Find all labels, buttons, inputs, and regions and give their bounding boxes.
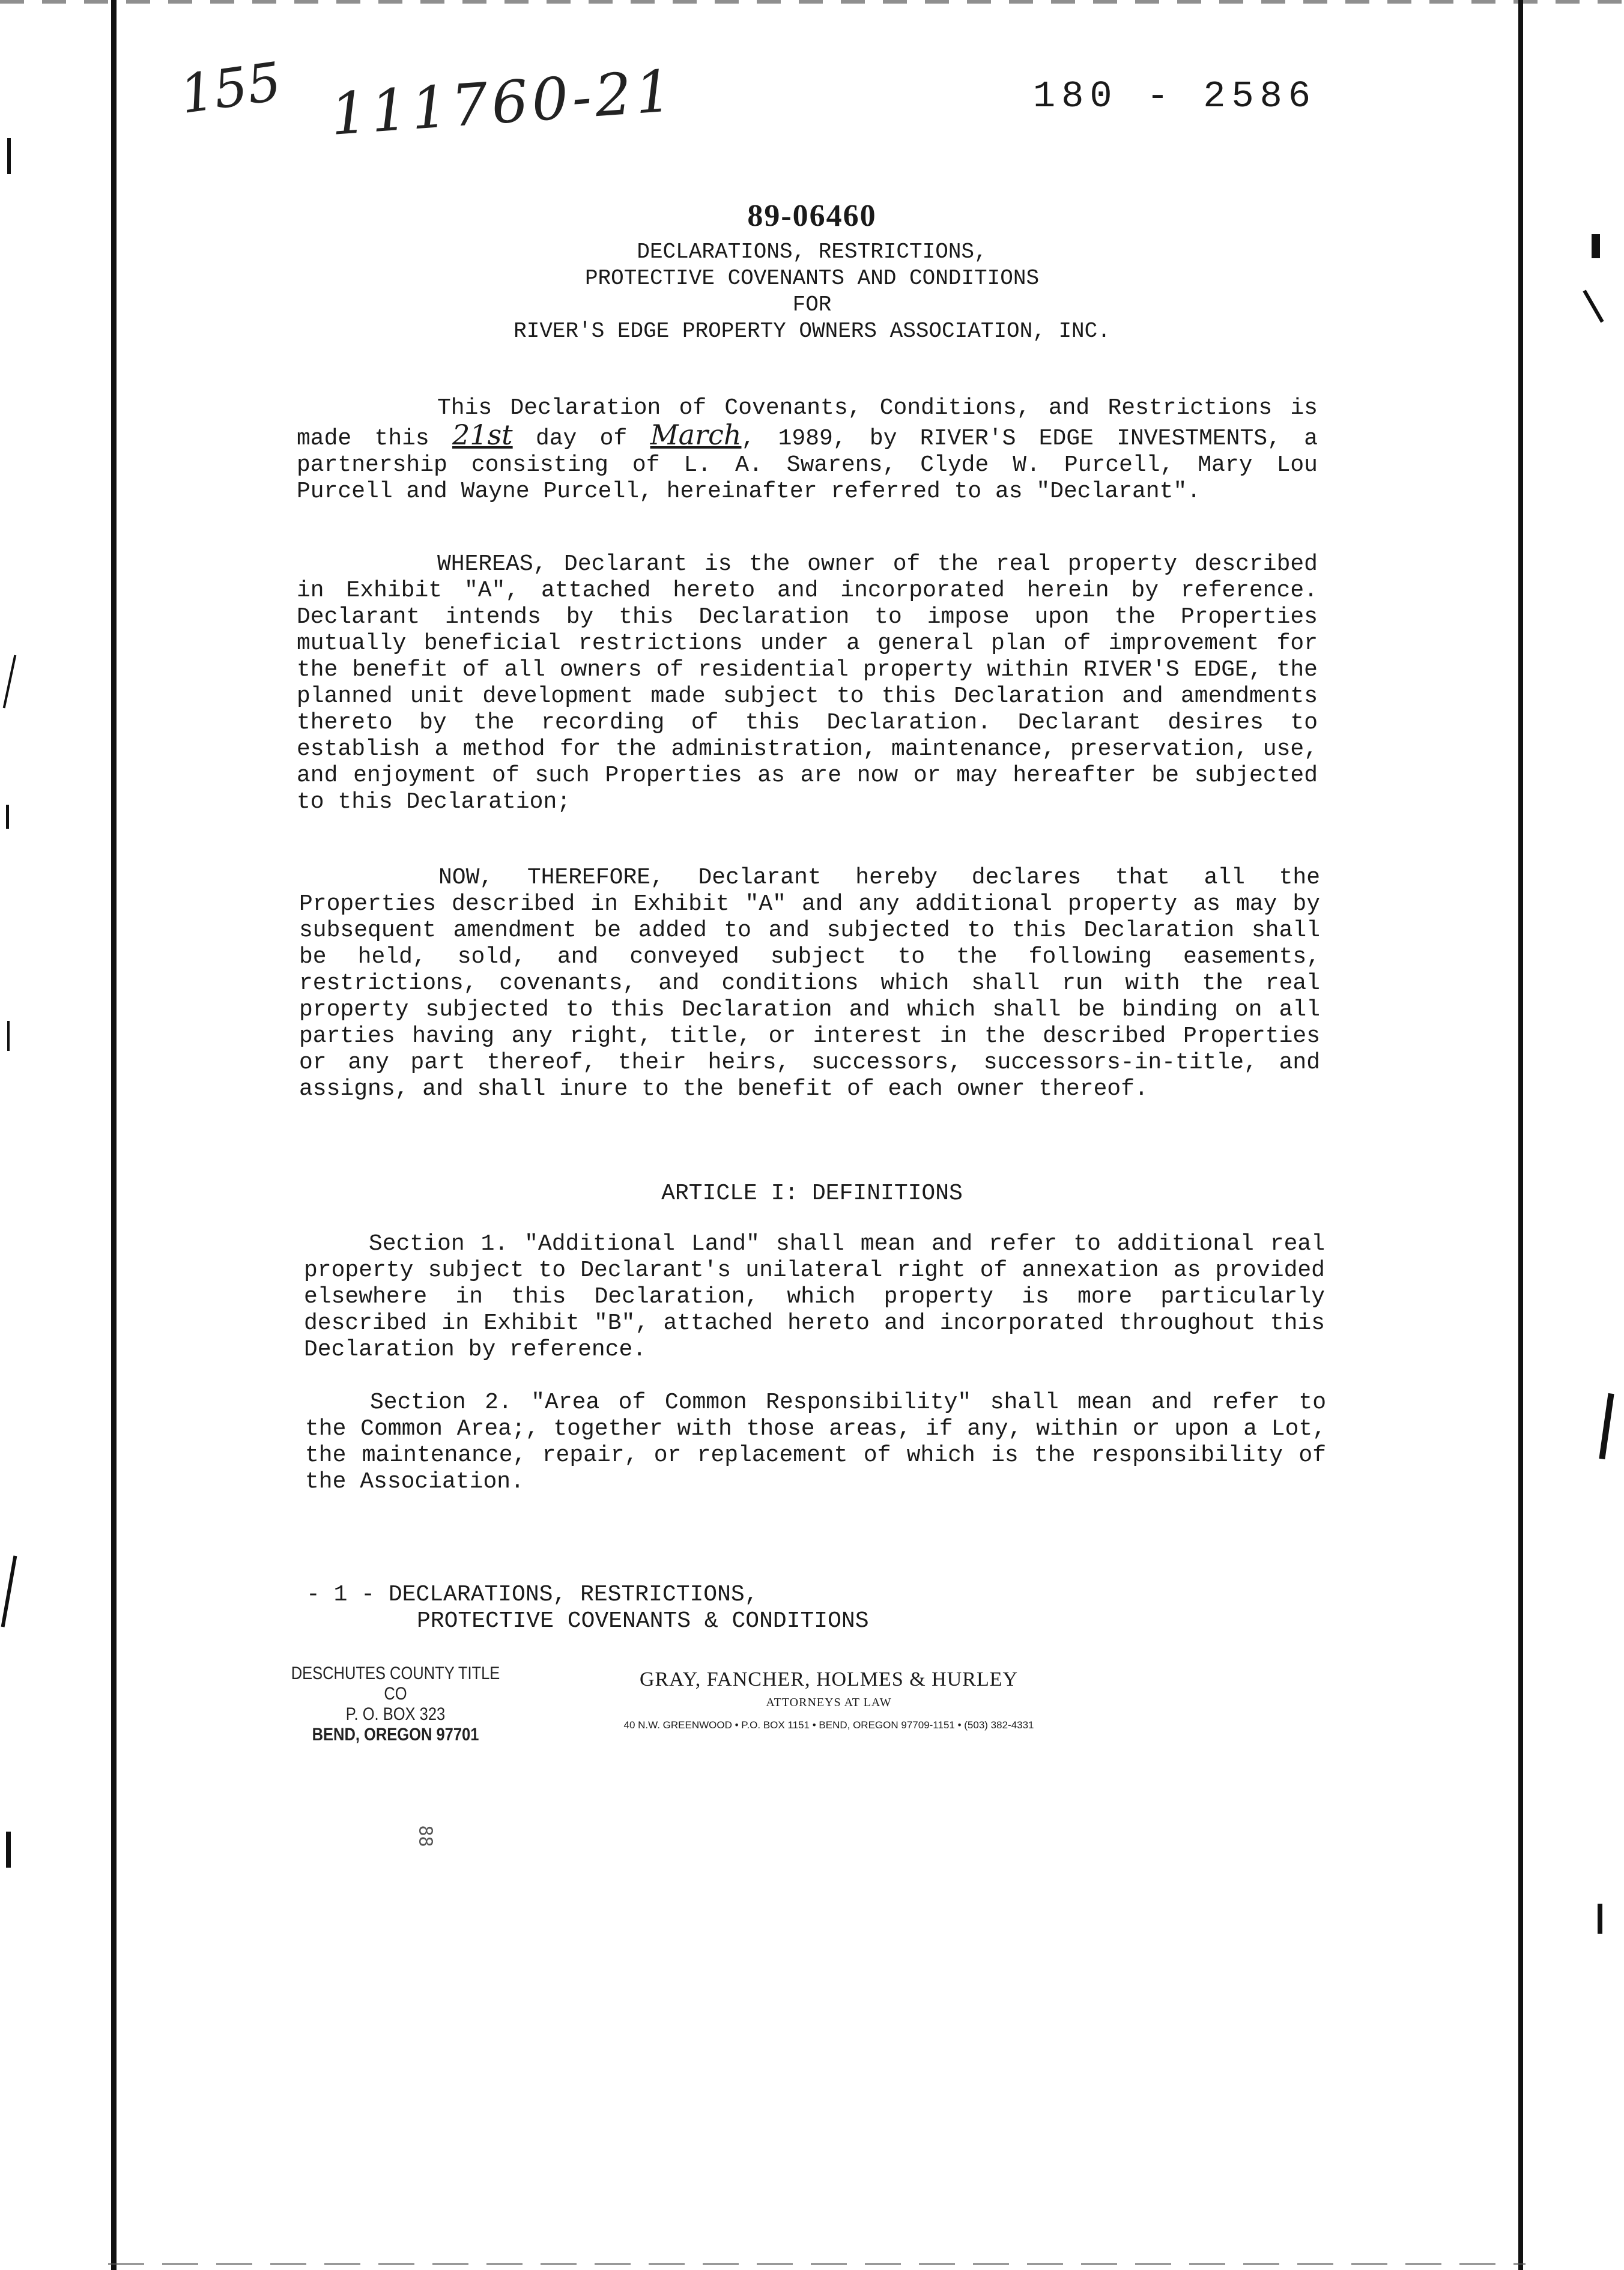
scan-speck — [1598, 1904, 1602, 1934]
intro-text-2: day of — [512, 426, 650, 452]
handwritten-file-number: 155 — [176, 50, 285, 126]
law-firm-name: GRAY, FANCHER, HOLMES & HURLEY — [639, 1668, 1019, 1690]
scan-speck — [1, 1555, 17, 1627]
handwritten-month: March — [650, 419, 742, 451]
footer-line-2: PROTECTIVE COVENANTS & CONDITIONS — [417, 1608, 869, 1634]
whereas-paragraph: WHEREAS, Declarant is the owner of the real property described in Exhibit "A", attached hereto and incorporated herein by reference. Declarant intends by this Declaration to impose upon the Properties mutually beneficial restrictions under a general plan of improvement for the benefit of all owners of residential property within RIVER'S EDGE, the planned unit development made subject to this Declaration and amendments thereto by the recording of this Declaration. Declarant desires to establish a method for the administration, maintenance, preservation, use, and enjoyment of such Properties as are now or may hereafter be subjected to this Declaration; — [297, 551, 1318, 815]
law-firm-letterhead — [559, 1668, 1099, 1731]
footer-line-1: - 1 - DECLARATIONS, RESTRICTIONS, — [306, 1582, 759, 1608]
scan-speck — [7, 1021, 10, 1051]
book-page-number: 180 - 2586 — [1033, 75, 1317, 118]
title-line-2: PROTECTIVE COVENANTS AND CONDITIONS — [584, 266, 1040, 291]
title-line-3: FOR — [792, 292, 832, 317]
handwritten-day: 21st — [452, 419, 513, 451]
scan-speck — [7, 138, 11, 174]
scan-speck — [6, 1832, 11, 1868]
law-firm-address: 40 N.W. GREENWOOD • P.O. BOX 1151 • BEND, OREGON 97709-1151 • (503) 382-4331 — [623, 1719, 1034, 1731]
article-heading: ARTICLE I: DEFINITIONS — [661, 1181, 963, 1206]
title-company-stamp — [288, 1663, 503, 1745]
intro-text-1: This Declaration of Covenants, Conditions, and Restrictions is made this — [297, 395, 1318, 452]
scan-speck — [3, 655, 17, 709]
intro-paragraph — [297, 395, 1318, 505]
title-line-1: DECLARATIONS, RESTRICTIONS, — [637, 240, 987, 264]
section-2-paragraph: Section 2. "Area of Common Responsibility" shall mean and refer to the Common Area;, together with those areas, if any, within or upon a Lot, the maintenance, repair, or replacement of which is the responsibility of the Association. — [305, 1390, 1326, 1495]
scan-edge-bottom — [108, 2263, 1526, 2265]
law-firm-subtitle: ATTORNEYS AT LAW — [766, 1696, 892, 1709]
stamp-line-2: P. O. BOX 323 — [345, 1704, 446, 1724]
scan-speck — [6, 805, 9, 829]
stamp-line-1: DESCHUTES COUNTY TITLE CO — [291, 1663, 500, 1704]
now-therefore-paragraph: NOW, THEREFORE, Declarant hereby declares that all the Properties described in Exhibit "A" and any additional property as may by subsequent amendment be added to and subjected to this Declaration shall be held, sold, and conveyed subject to the following easements, restrictions, covenants, and conditions which shall run with the real property subjected to this Declaration and which shall be binding on all parties having any right, title, or interest in the described Properties or any part thereof, their heirs, successors, successors-in-title, and assigns, and shall inure to the benefit of each owner thereof. — [299, 865, 1320, 1102]
small-mark: 88 — [414, 1825, 436, 1847]
handwritten-order-number: 111760-21 — [328, 57, 678, 148]
intro-text-3: , 1989, by RIVER'S EDGE INVESTMENTS, a partnership consisting of L. A. Swarens, Clyde W. Purcell, Mary Lou Purcell and Wayne Purcell, hereinafter referred to as "Declarant". — [297, 426, 1318, 504]
section-1-paragraph: Section 1. "Additional Land" shall mean and refer to additional real property subject to Declarant's unilateral right of annexation as provided elsewhere in this Declaration, which property is more particularly described in Exhibit "B", attached hereto and incorporated throughout this Declaration by reference. — [304, 1231, 1325, 1363]
title-line-4: RIVER'S EDGE PROPERTY OWNERS ASSOCIATION, INC. — [514, 319, 1110, 344]
scan-edge-top — [0, 0, 1624, 4]
stamp-line-3: BEND, OREGON 97701 — [312, 1725, 479, 1745]
scan-speck — [1599, 1393, 1614, 1459]
recording-number: 89-06460 — [747, 199, 877, 233]
